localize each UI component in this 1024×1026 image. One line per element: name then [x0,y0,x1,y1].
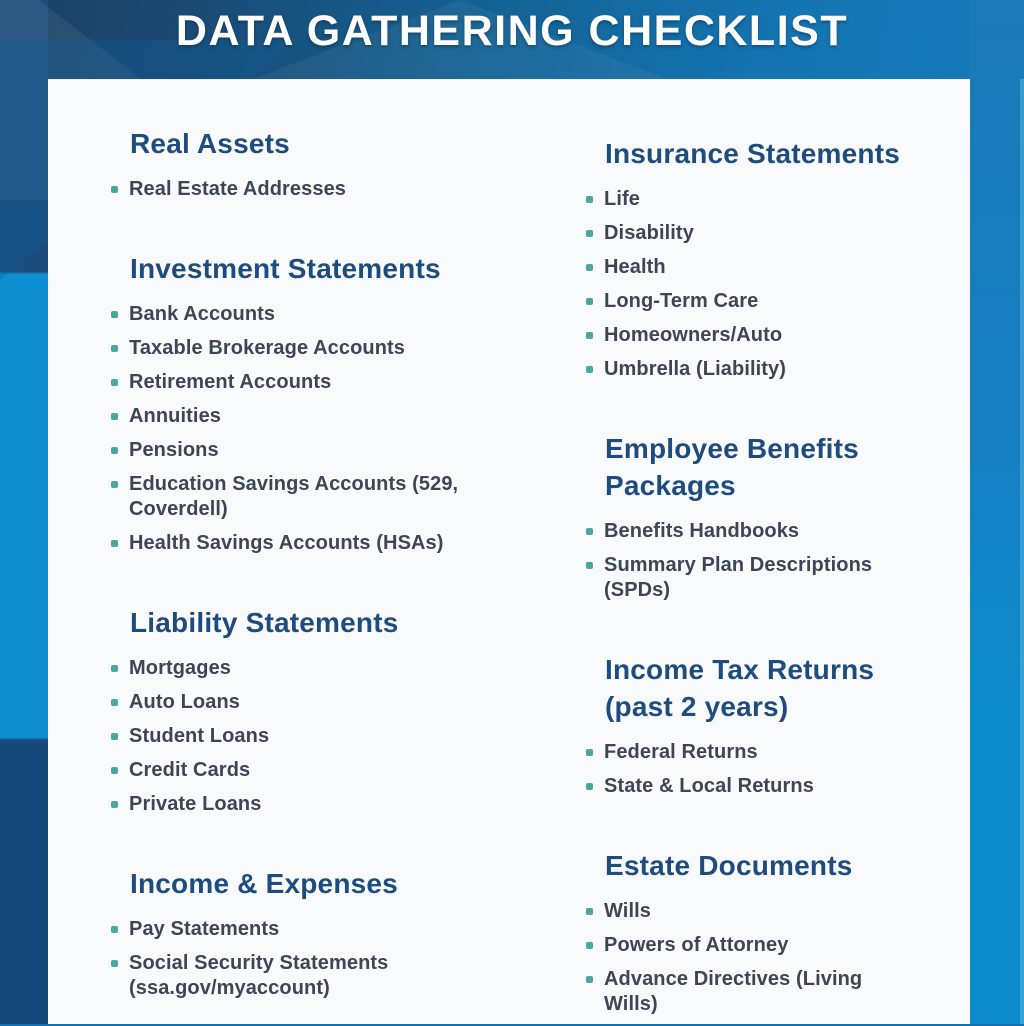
checklist-item: Pensions [108,438,500,463]
right-edge-highlight [1020,79,1024,1024]
right-accent-strip [970,0,1024,1024]
checklist-section [108,125,500,202]
section-item-list [108,656,500,817]
checklist-item: Private Loans [108,792,500,817]
checklist-item: Umbrella (Liability) [583,357,913,382]
checklist-section [583,847,913,1017]
section-item-list [108,917,500,1001]
section-item-list [583,740,913,799]
checklist-item: Credit Cards [108,758,500,783]
checklist-item: Auto Loans [108,690,500,715]
checklist-card [48,79,970,1024]
checklist-item: Student Loans [108,724,500,749]
section-item-list [108,177,500,202]
section-item-list [108,302,500,556]
checklist-item: Federal Returns [583,740,913,765]
checklist-item: Disability [583,221,913,246]
section-title: Insurance Statements [605,138,900,169]
section-title: Income Tax Returns (past 2 years) [605,654,875,722]
left-accent-strip [0,0,48,1024]
checklist-item: Bank Accounts [108,302,500,327]
section-title: Income & Expenses [130,868,398,899]
checklist-item: Taxable Brokerage Accounts [108,336,500,361]
checklist-item: Long-Term Care [583,289,913,314]
checklist-section [583,430,913,603]
checklist-item: Health Savings Accounts (HSAs) [108,531,500,556]
checklist-item: State & Local Returns [583,774,913,799]
checklist-section [108,865,500,1001]
checklist-item: Annuities [108,404,500,429]
section-title: Estate Documents [605,850,853,881]
checklist-item: Advance Directives (Living Wills) [583,967,913,1017]
page-title: DATA GATHERING CHECKLIST [175,6,849,55]
checklist-section [108,604,500,817]
checklist-item: Mortgages [108,656,500,681]
section-title: Investment Statements [130,253,441,284]
section-title: Employee Benefits Packages [605,433,859,501]
section-item-list [583,187,913,382]
checklist-column-left [108,79,500,1010]
checklist-column-right [583,79,913,1026]
checklist-item: Social Security Statements (ssa.gov/myaccount) [108,951,500,1001]
checklist-item: Powers of Attorney [583,933,913,958]
checklist-item: Life [583,187,913,212]
checklist-item: Real Estate Addresses [108,177,500,202]
checklist-item: Health [583,255,913,280]
checklist-item: Benefits Handbooks [583,519,913,544]
checklist-section [108,250,500,556]
checklist-item: Homeowners/Auto [583,323,913,348]
checklist-section [583,651,913,799]
checklist-item: Education Savings Accounts (529, Coverdell) [108,472,500,522]
checklist-item: Pay Statements [108,917,500,942]
section-item-list [583,519,913,603]
checklist-item: Wills [583,899,913,924]
checklist-section [583,135,913,382]
checklist-item: Summary Plan Descriptions (SPDs) [583,553,913,603]
checklist-item: Retirement Accounts [108,370,500,395]
section-title: Liability Statements [130,607,399,638]
section-title: Real Assets [130,128,290,159]
section-item-list [583,899,913,1017]
